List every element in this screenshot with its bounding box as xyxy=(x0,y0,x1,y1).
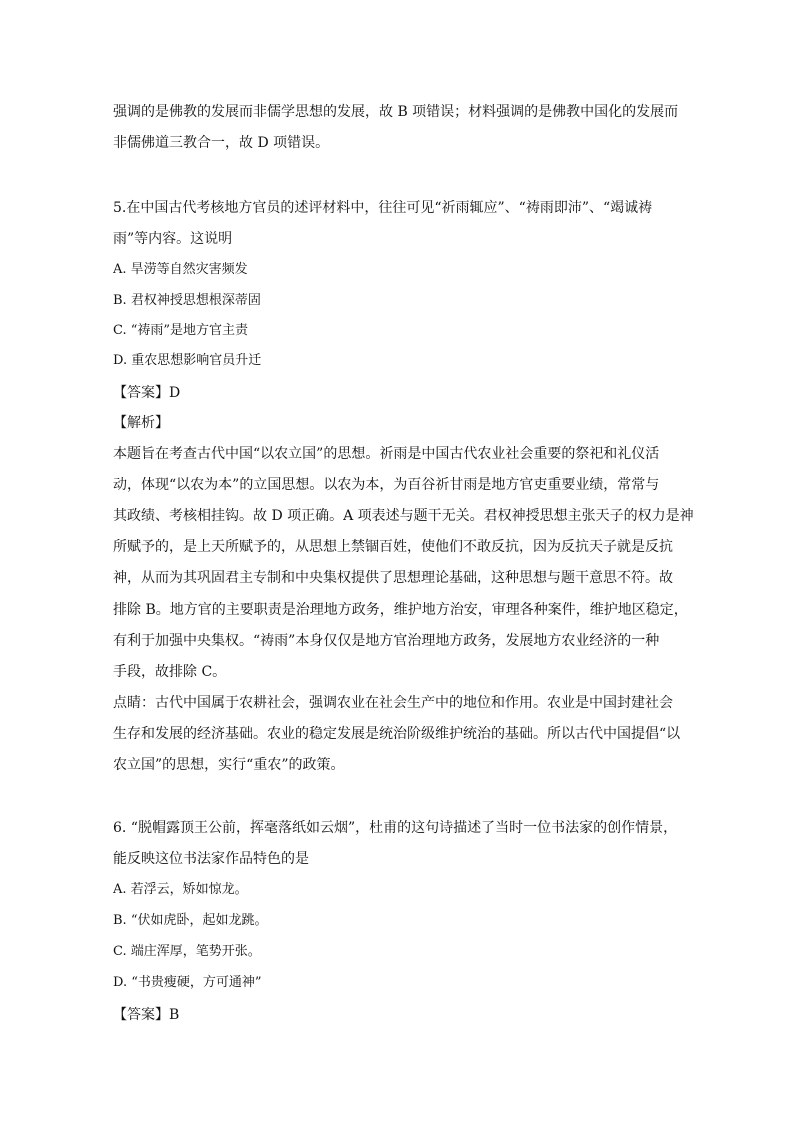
q5-analysis-line: 手段，故排除 C。 xyxy=(113,664,227,680)
q5-analysis-line: 排除 B。地方官的主要职责是治理地方政务，维护地方治安，审理各种案件，维护地区稳定， xyxy=(113,602,688,618)
q5-analysis-line: 有利于加强中央集权。“祷雨”本身仅仅是地方官治理地方政务，发展地方农业经济的一种 xyxy=(113,633,660,649)
q6-option-a: A. 若浮云，矫如惊龙。 xyxy=(113,882,248,897)
q5-option-a: A. 旱涝等自然灾害频发 xyxy=(113,262,248,277)
q5-analysis-line: 其政绩、考核相挂钩。故 D 项正确。A 项表述与题干无关。君权神授思想主张天子的权力是神 xyxy=(113,508,694,524)
q6-option-c: C. 端庄浑厚，笔势开张。 xyxy=(113,944,261,959)
q6-stem-line: 能反映这位书法家作品特色的是 xyxy=(113,851,309,867)
q5-analysis-line: 所赋予的，是上天所赋予的，从思想上禁锢百姓，使他们不敢反抗，因为反抗天子就是反抗 xyxy=(113,539,673,555)
q6-stem-line: 6. “脱帽露顶王公前，挥毫落纸如云烟”，杜甫的这句诗描述了当时一位书法家的创作情景， xyxy=(113,820,678,836)
q6-answer: 【答案】B xyxy=(113,1007,180,1023)
q5-option-b: B. 君权神授思想根深蒂固 xyxy=(113,293,261,308)
intro-line: 强调的是佛教的发展而非儒学思想的发展，故 B 项错误；材料强调的是佛教中国化的发展而 xyxy=(113,104,679,120)
q6-option-b: B. “伏如虎卧，起如龙跳。 xyxy=(113,913,268,928)
q6-option-d: D. “书贵瘦硬，方可通神” xyxy=(113,975,262,990)
q5-analysis-line: 本题旨在考查古代中国“以农立国”的思想。祈雨是中国古代农业社会重要的祭祀和礼仪活 xyxy=(113,446,660,462)
q5-stem-line: 雨”等内容。这说明 xyxy=(113,231,233,247)
intro-line: 非儒佛道三教合一，故 D 项错误。 xyxy=(113,135,330,151)
q5-analysis-line: 神，从而为其巩固君主专制和中央集权提供了思想理论基础，这种思想与题干意思不符。故 xyxy=(113,570,673,586)
q5-option-d: D. 重农思想影响官员升迁 xyxy=(113,353,262,368)
q5-comment-line: 点睛：古代中国属于农耕社会，强调农业在社会生产中的地位和作用。农业是中国封建社会 xyxy=(113,695,673,711)
q5-comment-line: 生存和发展的经济基础。农业的稳定发展是统治阶级维护统治的基础。所以古代中国提倡“以 xyxy=(113,726,681,742)
q5-option-c: C. “祷雨”是地方官主责 xyxy=(113,323,249,338)
q5-analysis-line: 动，体现“以农为本”的立国思想。以农为本，为百谷祈甘雨是地方官吏重要业绩，常常与 xyxy=(113,477,660,493)
q5-analysis-label: 【解析】 xyxy=(113,415,169,431)
q5-comment-line: 农立国”的思想，实行“重农”的政策。 xyxy=(113,757,345,773)
q5-stem-line: 5.在中国古代考核地方官员的述评材料中，往往可见“祈雨辄应”、“祷雨即沛”、“竭诚祷 xyxy=(113,200,653,216)
q5-answer: 【答案】D xyxy=(113,385,181,401)
